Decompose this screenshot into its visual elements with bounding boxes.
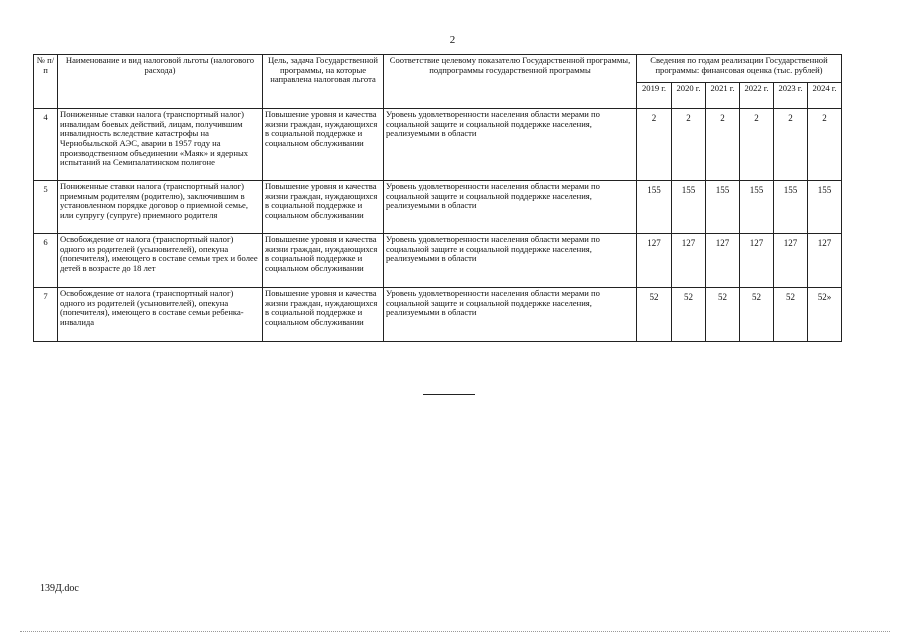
value-cell: 155 [740,181,774,234]
header-year: 2019 г. [637,83,672,109]
benefit-goal: Повышение уровня и качества жизни граждан, нуждающихся в социальной поддержке и социальном обслуживании [263,109,384,181]
value-cell: 52 [637,288,672,342]
value-cell: 2 [774,109,808,181]
benefit-indicator: Уровень удовлетворенности населения области мерами по социальной защите и социальной поддержке населения, реализуемыми в области [384,109,637,181]
table-row [34,181,842,234]
header-indicator: Соответствие целевому показателю Государственной программы, подпрограммы государственной программы [384,55,637,109]
tax-benefits-table [33,54,842,342]
header-year: 2022 г. [740,83,774,109]
value-cell: 155 [808,181,842,234]
value-cell: 155 [637,181,672,234]
header-goal: Цель, задача Государственной программы, на которые направлена налоговая льгота [263,55,384,109]
row-number: 4 [34,109,58,181]
value-cell: 155 [672,181,706,234]
value-cell: 2 [808,109,842,181]
benefit-name: Освобождение от налога (транспортный налог) одного из родителей (усыновителей), опекуна (попечителя), имеющего в составе семьи ребенка-инвалида [58,288,263,342]
header-year: 2024 г. [808,83,842,109]
benefit-indicator: Уровень удовлетворенности населения области мерами по социальной защите и социальной поддержке населения, реализуемыми в области [384,288,637,342]
value-cell: 127 [740,234,774,288]
row-number: 7 [34,288,58,342]
value-cell: 2 [740,109,774,181]
value-cell: 155 [774,181,808,234]
benefit-name: Пониженные ставки налога (транспортный налог) инвалидам боевых действий, лицам, получившим инвалидность вследствие катастрофы на Чернобыльской АЭС, аварии в 1957 году на производственном объединении «Маяк» и ядерных испытаний на Семипалатинском полигоне [58,109,263,181]
benefit-indicator: Уровень удовлетворенности населения области мерами по социальной защите и социальной поддержке населения, реализуемыми в области [384,181,637,234]
value-cell: 52 [774,288,808,342]
end-divider [423,394,475,395]
header-num: № п/п [34,55,58,109]
value-cell: 52 [740,288,774,342]
value-cell: 2 [637,109,672,181]
value-cell: 127 [637,234,672,288]
table-row [34,288,842,342]
benefit-name: Пониженные ставки налога (транспортный налог) приемным родителям (родителю), заключившим в установленном порядке договор о приемной семье, или супругу (супруге) приемного родителя [58,181,263,234]
value-cell: 52 [706,288,740,342]
benefit-goal: Повышение уровня и качества жизни граждан, нуждающихся в социальной поддержке и социальном обслуживании [263,288,384,342]
table-row [34,109,842,181]
value-cell: 127 [706,234,740,288]
header-year: 2021 г. [706,83,740,109]
page-number: 2 [449,34,456,46]
value-cell: 52 [672,288,706,342]
header-name: Наименование и вид налоговой льготы (налогового расхода) [58,55,263,109]
row-number: 6 [34,234,58,288]
header-years-group: Сведения по годам реализации Государственной программы: финансовая оценка (тыс. рублей) [637,55,842,83]
value-cell: 2 [672,109,706,181]
file-name: 139Д.doc [40,583,79,594]
value-cell: 155 [706,181,740,234]
header-year: 2020 г. [672,83,706,109]
benefit-indicator: Уровень удовлетворенности населения области мерами по социальной защите и социальной поддержке населения, реализуемыми в области [384,234,637,288]
value-cell: 127 [672,234,706,288]
value-cell: 127 [808,234,842,288]
benefit-goal: Повышение уровня и качества жизни граждан, нуждающихся в социальной поддержке и социальном обслуживании [263,234,384,288]
row-number: 5 [34,181,58,234]
value-cell: 52» [808,288,842,342]
scan-edge-divider [20,631,890,632]
table-row [34,234,842,288]
value-cell: 127 [774,234,808,288]
value-cell: 2 [706,109,740,181]
benefit-name: Освобождение от налога (транспортный налог) одного из родителей (усыновителей), опекуна (попечителя), имеющего в составе семьи трех и более детей в возрасте до 18 лет [58,234,263,288]
benefit-goal: Повышение уровня и качества жизни граждан, нуждающихся в социальной поддержке и социальном обслуживании [263,181,384,234]
header-year: 2023 г. [774,83,808,109]
